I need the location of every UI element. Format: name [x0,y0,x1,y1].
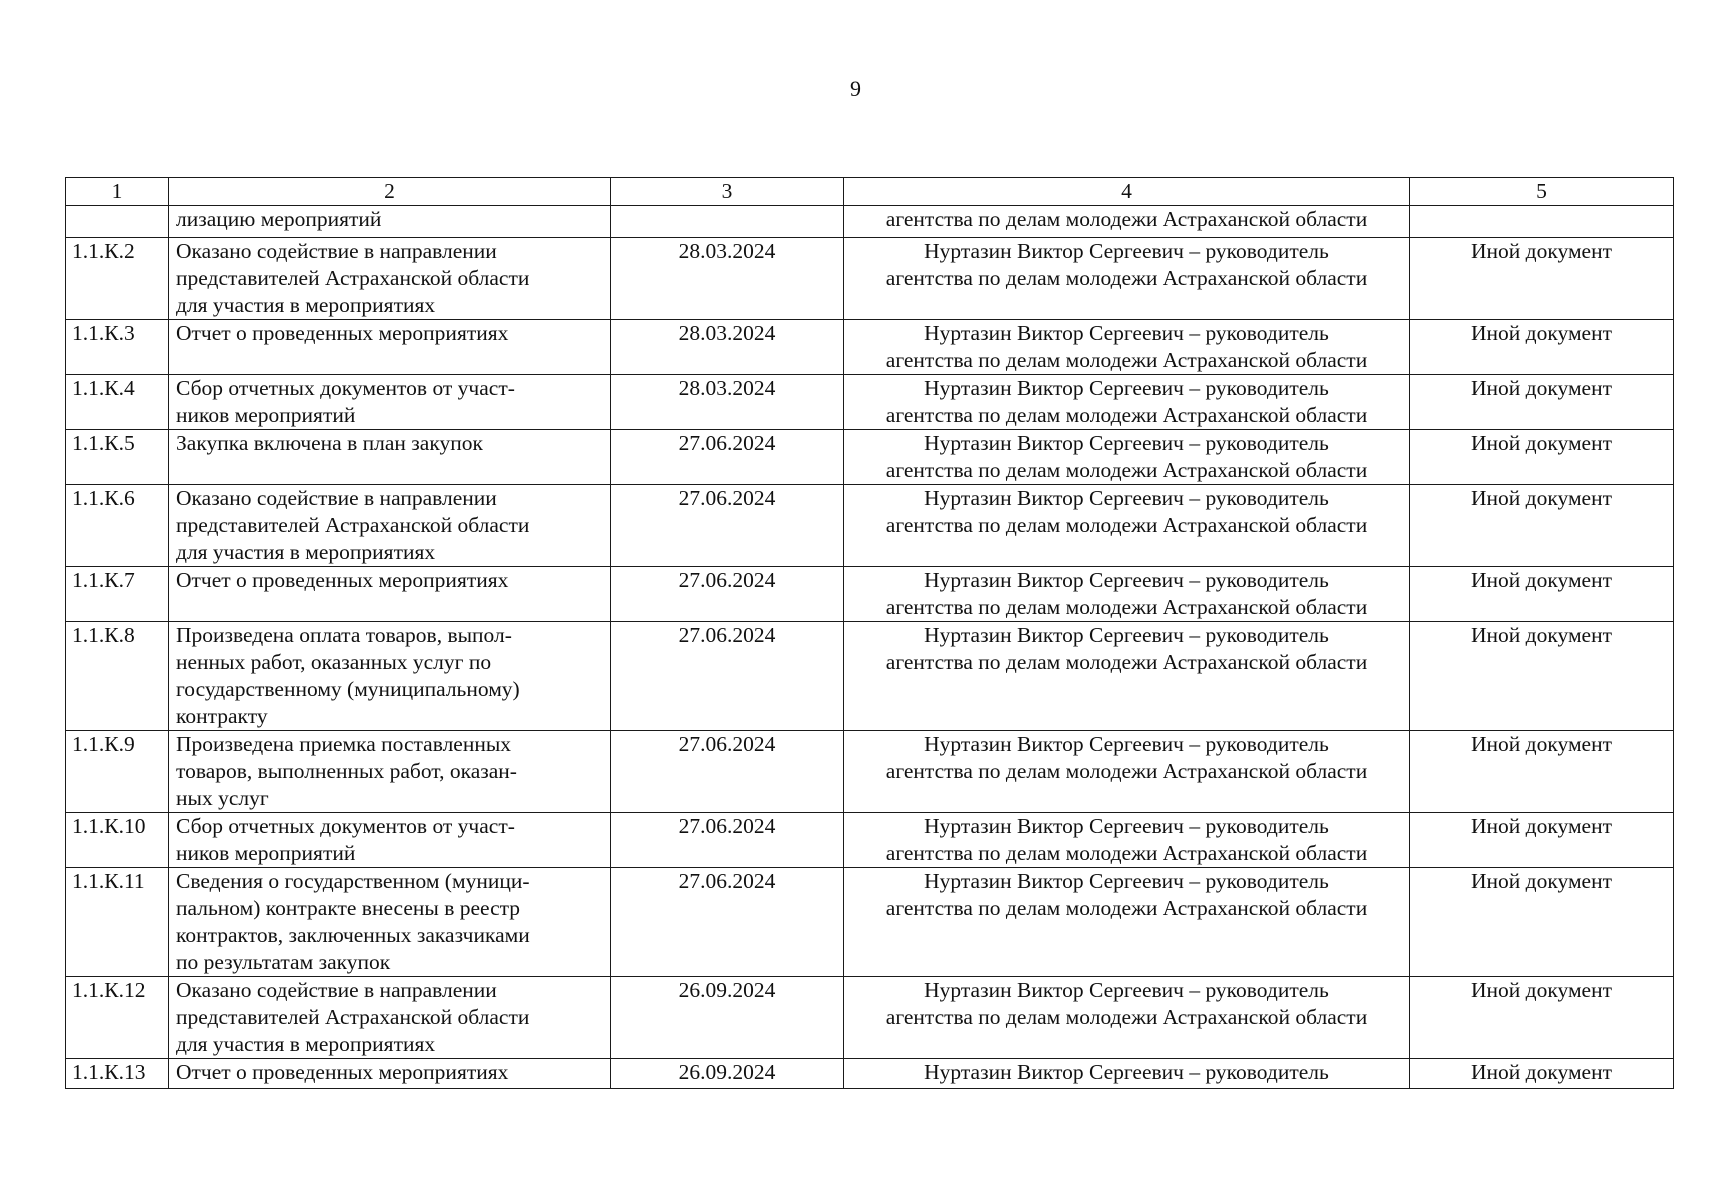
description-line: контрактов, заключенных заказчиками [176,923,530,947]
description-line: Произведена приемка поставленных [176,732,512,756]
cell-description [169,320,611,375]
cell-responsible [844,868,1410,977]
responsible-line: Нуртазин Виктор Сергеевич – руководитель [924,376,1329,400]
description-line: Оказано содействие в направлении [176,239,497,263]
cell-document: Иной документ [1410,977,1674,1059]
cell-description [169,622,611,731]
cell-document: Иной документ [1410,485,1674,567]
cell-date: 27.06.2024 [611,485,844,567]
responsible-line: Нуртазин Виктор Сергеевич – руководитель [924,321,1329,345]
cell-code: 1.1.К.10 [66,813,169,868]
cell-description [169,731,611,813]
cell-document: Иной документ [1410,375,1674,430]
cell-responsible [844,375,1410,430]
table-row [66,238,1674,320]
cell-description [169,238,611,320]
description-line: Отчет о проведенных мероприятиях [176,568,509,592]
description-line: Сбор отчетных документов от участ- [176,376,515,400]
cell-description [169,1059,611,1089]
responsible-line: Нуртазин Виктор Сергеевич – руководитель [924,623,1329,647]
description-line: товаров, выполненных работ, оказан- [176,759,517,783]
table-row [66,375,1674,430]
cell-document: Иной документ [1410,813,1674,868]
cell-date [611,206,844,238]
cell-code: 1.1.К.5 [66,430,169,485]
table-row [66,813,1674,868]
cell-date: 28.03.2024 [611,238,844,320]
column-header: 4 [844,178,1410,206]
description-line: Закупка включена в план закупок [176,431,483,455]
responsible-line: агентства по делам молодежи Астраханской области [885,266,1368,290]
cell-document: Иной документ [1410,868,1674,977]
cell-responsible [844,813,1410,868]
description-line: Отчет о проведенных мероприятиях [176,1060,509,1084]
responsible-line: Нуртазин Виктор Сергеевич – руководитель [924,239,1329,263]
cell-responsible: агентства по делам молодежи Астраханской области [844,206,1410,238]
description-line: для участия в мероприятиях [176,540,436,564]
responsible-line: Нуртазин Виктор Сергеевич – руководитель [924,486,1329,510]
cell-responsible [844,320,1410,375]
cell-document: Иной документ [1410,622,1674,731]
cell-responsible [844,430,1410,485]
cell-description [169,813,611,868]
cell-code: 1.1.К.6 [66,485,169,567]
responsible-line: Нуртазин Виктор Сергеевич – руководитель [924,1060,1329,1084]
cell-document: Иной документ [1410,430,1674,485]
description-line: Оказано содействие в направлении [176,978,497,1002]
cell-code: 1.1.К.7 [66,567,169,622]
table-row [66,567,1674,622]
description-line: представителей Астраханской области [176,513,530,537]
table-row [66,622,1674,731]
description-line: Сведения о государственном (муници- [176,869,530,893]
cell-description: лизацию мероприятий [169,206,611,238]
page-number: 9 [850,76,861,101]
table-row [66,485,1674,567]
cell-date: 26.09.2024 [611,977,844,1059]
cell-responsible [844,977,1410,1059]
column-header: 5 [1410,178,1674,206]
description-line: Оказано содействие в направлении [176,486,497,510]
cell-code: 1.1.К.13 [66,1059,169,1089]
responsible-line: агентства по делам молодежи Астраханской области [885,348,1368,372]
responsible-line: агентства по делам молодежи Астраханской области [885,896,1368,920]
description-line: ных услуг [176,786,269,810]
table-row [66,430,1674,485]
responsible-line: агентства по делам молодежи Астраханской области [885,595,1368,619]
table-row [66,320,1674,375]
cell-date: 27.06.2024 [611,622,844,731]
table-header-row [66,178,1674,206]
responsible-line: Нуртазин Виктор Сергеевич – руководитель [924,869,1329,893]
description-line: для участия в мероприятиях [176,1032,436,1056]
cell-date: 28.03.2024 [611,320,844,375]
responsible-line: агентства по делам молодежи Астраханской области [885,513,1368,537]
column-header: 3 [611,178,844,206]
cell-code: 1.1.К.12 [66,977,169,1059]
description-line: Произведена оплата товаров, выпол- [176,623,512,647]
cell-code: 1.1.К.2 [66,238,169,320]
description-line: представителей Астраханской области [176,266,530,290]
cell-date: 28.03.2024 [611,375,844,430]
cell-description [169,868,611,977]
cell-document: Иной документ [1410,238,1674,320]
control-points-table [65,177,1674,1089]
cell-document [1410,206,1674,238]
description-line: ников мероприятий [176,403,356,427]
table-row [66,977,1674,1059]
cell-code: 1.1.К.8 [66,622,169,731]
cell-responsible [844,1059,1410,1089]
column-header: 1 [66,178,169,206]
responsible-line: Нуртазин Виктор Сергеевич – руководитель [924,732,1329,756]
cell-code [66,206,169,238]
description-line: представителей Астраханской области [176,1005,530,1029]
responsible-line: агентства по делам молодежи Астраханской области [885,841,1368,865]
description-line: для участия в мероприятиях [176,293,436,317]
table-body [66,206,1674,1089]
responsible-line: Нуртазин Виктор Сергеевич – руководитель [924,568,1329,592]
cell-code: 1.1.К.3 [66,320,169,375]
responsible-line: Нуртазин Виктор Сергеевич – руководитель [924,814,1329,838]
cell-code: 1.1.К.11 [66,868,169,977]
cell-description [169,375,611,430]
cell-document: Иной документ [1410,320,1674,375]
cell-description [169,977,611,1059]
description-line: контракту [176,704,268,728]
cell-date: 27.06.2024 [611,567,844,622]
table-row [66,1059,1674,1089]
cell-document: Иной документ [1410,567,1674,622]
cell-document: Иной документ [1410,731,1674,813]
cell-responsible [844,485,1410,567]
responsible-line: Нуртазин Виктор Сергеевич – руководитель [924,978,1329,1002]
responsible-line: Нуртазин Виктор Сергеевич – руководитель [924,431,1329,455]
cell-date: 27.06.2024 [611,430,844,485]
cell-code: 1.1.К.9 [66,731,169,813]
cell-responsible [844,567,1410,622]
cell-description [169,567,611,622]
cell-responsible [844,238,1410,320]
cell-responsible [844,622,1410,731]
responsible-line: агентства по делам молодежи Астраханской области [885,759,1368,783]
responsible-line: агентства по делам молодежи Астраханской области [885,458,1368,482]
description-line: по результатам закупок [176,950,391,974]
cell-date: 27.06.2024 [611,813,844,868]
column-header: 2 [169,178,611,206]
responsible-line: агентства по делам молодежи Астраханской области [885,1005,1368,1029]
description-line: пальном) контракте внесены в реестр [176,896,521,920]
cell-date: 27.06.2024 [611,868,844,977]
table-row [66,868,1674,977]
cell-date: 26.09.2024 [611,1059,844,1089]
table-row [66,731,1674,813]
responsible-line: агентства по делам молодежи Астраханской области [885,403,1368,427]
description-line: ников мероприятий [176,841,356,865]
cell-date: 27.06.2024 [611,731,844,813]
table-row-continuation [66,206,1674,238]
cell-document: Иной документ [1410,1059,1674,1089]
cell-description [169,430,611,485]
description-line: государственному (муниципальному) [176,677,520,701]
responsible-line: агентства по делам молодежи Астраханской области [885,650,1368,674]
cell-description [169,485,611,567]
description-line: ненных работ, оказанных услуг по [176,650,492,674]
description-line: Отчет о проведенных мероприятиях [176,321,509,345]
description-line: Сбор отчетных документов от участ- [176,814,515,838]
cell-responsible [844,731,1410,813]
cell-code: 1.1.К.4 [66,375,169,430]
